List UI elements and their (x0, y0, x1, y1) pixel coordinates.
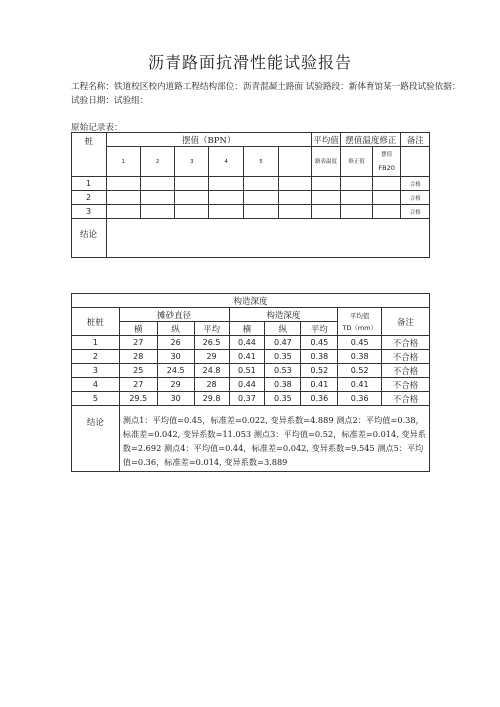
conclusion-text: 测点1：平均值=0.45，标准差=0.022, 变异系数=4.889 测点2：平均值=0.38，标准差=0.042, 变异系数=11.053 测点3：平均值=0.52，标准差=0.014, 变异系数=2.692 测点4：平均值=0.44，标准差=0.042, 变异系数=9.545 测点5：平均值=0.36，标准差=0.014, 变异系数=3.889 (119, 406, 429, 472)
sand-average: 24.8 (194, 364, 229, 378)
table-row (72, 378, 430, 392)
td-value: 0.52 (338, 364, 382, 378)
td-average-header (338, 308, 382, 336)
pile-number: 2 (72, 350, 120, 364)
depth-horizontal: 0.41 (229, 350, 265, 364)
sand-vertical: 26 (157, 336, 194, 350)
corrected-pendulum-subheader (372, 147, 401, 177)
sand-horizontal: 29.5 (119, 392, 157, 406)
table-row (72, 350, 430, 364)
sand-vertical: 29 (157, 378, 194, 392)
table-row (72, 364, 430, 378)
pile-header: 桩 (72, 133, 107, 177)
depth-average: 0.52 (301, 364, 338, 378)
remark-header: 备注 (382, 308, 430, 336)
pile-number: 2 (72, 191, 107, 205)
empty-cell (401, 147, 430, 177)
depth-horizontal: 0.44 (229, 336, 265, 350)
pile-number: 4 (72, 378, 120, 392)
pile-number: 5 (72, 392, 120, 406)
depth-vertical: 0.53 (265, 364, 301, 378)
road-temp-subheader: 路表温度 (311, 147, 341, 177)
td-value: 0.38 (338, 350, 382, 364)
table-row (72, 191, 430, 205)
pile-header: 桩桩 (72, 308, 120, 336)
sand-horizontal: 25 (119, 364, 157, 378)
sand-horizontal: 27 (119, 336, 157, 350)
fb20-label: FB20 (378, 163, 395, 172)
average-header: 平均值 (311, 133, 341, 147)
sand-horizontal: 28 (119, 350, 157, 364)
empty-cell (278, 147, 311, 177)
texture-depth-table (71, 293, 430, 472)
temp-correction-header: 摆值温度修正 (341, 133, 401, 147)
table-row (72, 392, 430, 406)
sand-average: 26.5 (194, 336, 229, 350)
depth-horizontal: 0.44 (229, 378, 265, 392)
td-value: 0.45 (338, 336, 382, 350)
depth-vertical: 0.47 (265, 336, 301, 350)
conclusion-label: 结论 (72, 406, 120, 472)
sand-average: 28 (194, 378, 229, 392)
texture-depth-title: 构造深度 (72, 294, 430, 308)
remark-value: 不合格 (382, 350, 430, 364)
remark-value: 合格 (401, 205, 430, 219)
remark-value: 不合格 (382, 364, 430, 378)
depth-average: 0.45 (301, 336, 338, 350)
depth-average: 0.36 (301, 392, 338, 406)
table-row (72, 205, 430, 219)
pile-number: 3 (72, 364, 120, 378)
report-title: 沥青路面抗滑性能试验报告 (147, 53, 352, 72)
sand-average: 29 (194, 350, 229, 364)
pile-number: 1 (72, 177, 107, 191)
average-label: 平均值 (349, 311, 370, 320)
sub-col-2: 2 (140, 147, 175, 177)
td-unit-label: TD（mm） (342, 323, 377, 332)
sub-col-5: 5 (244, 147, 279, 177)
average-subheader: 平均 (301, 322, 338, 336)
sand-vertical: 24.5 (157, 364, 194, 378)
sub-col-4: 4 (209, 147, 244, 177)
horizontal-subheader: 横 (229, 322, 265, 336)
test-date-line: 试验日期：试验组： (71, 96, 149, 106)
td-value: 0.36 (338, 392, 382, 406)
remark-value: 合格 (401, 177, 430, 191)
sand-vertical: 30 (157, 350, 194, 364)
project-info-line: 工程名称：铁道校区校内道路工程结构部位：沥青混凝土路面 试验路段：新体育馆某一路段试验依据： (71, 82, 461, 92)
depth-horizontal: 0.37 (229, 392, 265, 406)
remark-value: 不合格 (382, 378, 430, 392)
pile-number: 1 (72, 336, 120, 350)
raw-record-label: 原始记录表： (71, 123, 123, 133)
pendulum-header: 摆值（BPN） (106, 133, 311, 147)
remark-value: 不合格 (382, 336, 430, 350)
pile-number: 3 (72, 205, 107, 219)
average-subheader: 平均 (194, 322, 229, 336)
table-row (72, 177, 430, 191)
horizontal-subheader: 横 (119, 322, 157, 336)
depth-vertical: 0.38 (265, 378, 301, 392)
sand-horizontal: 27 (119, 378, 157, 392)
vertical-subheader: 纵 (157, 322, 194, 336)
remark-header: 备注 (401, 133, 430, 147)
vertical-subheader: 纵 (265, 322, 301, 336)
remark-value: 合格 (401, 191, 430, 205)
conclusion-content (106, 219, 429, 258)
depth-average: 0.38 (301, 350, 338, 364)
sand-average: 29.8 (194, 392, 229, 406)
depth-average: 0.41 (301, 378, 338, 392)
sand-vertical: 30 (157, 392, 194, 406)
skid-resistance-table (71, 132, 430, 258)
depth-vertical: 0.35 (265, 350, 301, 364)
conclusion-label: 结论 (72, 219, 107, 258)
depth-vertical: 0.35 (265, 392, 301, 406)
depth-horizontal: 0.51 (229, 364, 265, 378)
td-value: 0.41 (338, 378, 382, 392)
sub-col-3: 3 (175, 147, 209, 177)
corrected-pendulum-label: 摆值 (381, 151, 393, 158)
sand-diameter-header: 摊砂直径 (119, 308, 229, 322)
table-row (72, 336, 430, 350)
correction-value-subheader: 修正值 (341, 147, 373, 177)
remark-value: 不合格 (382, 392, 430, 406)
sub-col-1: 1 (106, 147, 140, 177)
texture-depth-header: 构造深度 (229, 308, 338, 322)
